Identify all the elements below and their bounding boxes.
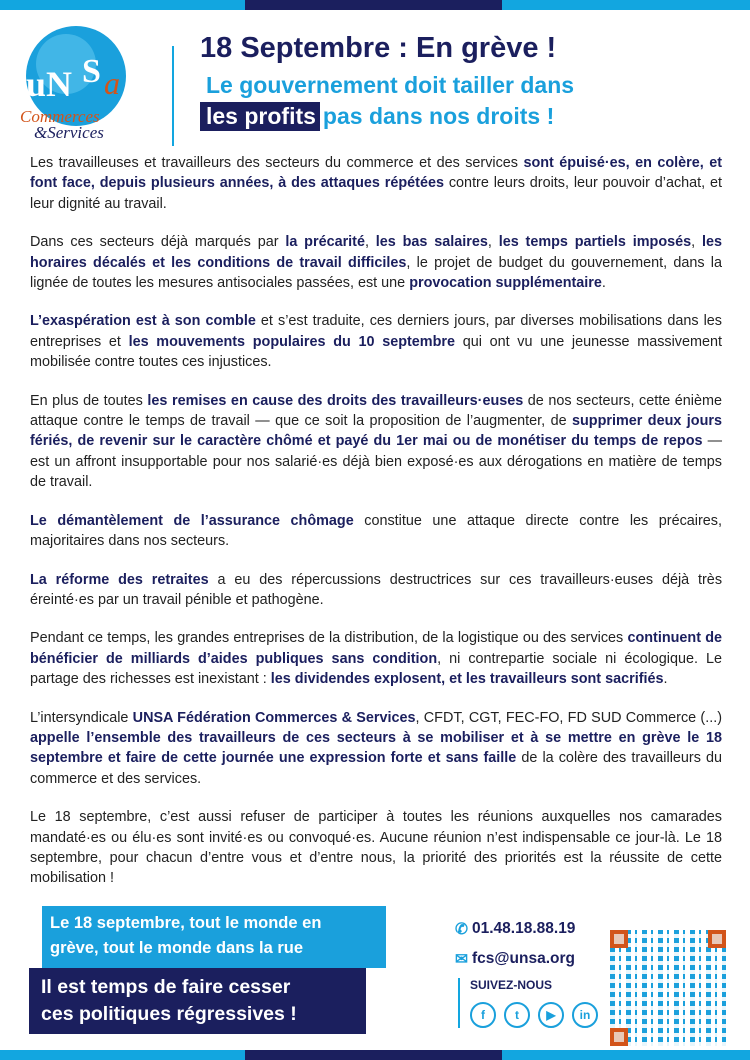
text: de nos secteurs, cette énième attaque contre le temps de travail — que ce soit la proposition de l’augmenter, de: [30, 392, 722, 430]
header-divider: [172, 46, 174, 146]
text: constitue une attaque directe contre les précaires, majoritaires dans nos secteurs.: [30, 512, 722, 550]
callout-line: grève, tout le monde dans la rue: [50, 939, 304, 957]
text: Dans ces secteurs déjà marqués par: [30, 234, 286, 251]
subtitle-rest: pas dans nos droits !: [322, 103, 555, 129]
svg-text:Commerces: Commerces: [20, 107, 100, 126]
callout-line: Il est temps de faire cesser: [41, 976, 291, 998]
unsa-logo: [18, 24, 136, 144]
svg-text:uN: uN: [26, 64, 73, 104]
text: , le projet de budget du gouvernement, dans la lignée de toutes les mesures antisociales passées, est une: [30, 254, 722, 292]
text: ,: [364, 234, 376, 251]
emphasis-text: La réforme des retraites: [30, 571, 209, 588]
contact-info: [455, 918, 575, 978]
emphasis-text: les mouvements populaires du 10 septembre: [128, 333, 455, 350]
social-section: [458, 978, 598, 1028]
text: L’intersyndicale: [30, 709, 133, 726]
emphasis-text: Le démantèlement de l’assurance chômage: [30, 512, 354, 529]
emphasis-text: UNSA Fédération Commerces & Services: [132, 709, 416, 726]
emphasis-text: L’exaspération est à son comble: [30, 313, 256, 330]
text: a eu des répercussions destructrices sur ces travailleurs·euses déjà très éreinté·es par un travail pénible et pathogène.: [30, 571, 723, 608]
text: .: [663, 671, 668, 688]
text: , CFDT, CGT, FEC-FO, FD SUD Commerce (...): [415, 709, 722, 726]
article-body: [30, 153, 722, 889]
text: qui ont vu une jeunesse massivement mobilisée contre toutes ces injustices.: [30, 333, 722, 371]
facebook-icon[interactable]: f: [470, 1002, 496, 1028]
paragraph: [30, 153, 722, 214]
text: ,: [691, 234, 702, 251]
callout-strike: [42, 906, 386, 968]
text: contre leurs droits, leur pouvoir d’achat, et leur dignité au travail.: [30, 175, 723, 212]
text: de la colère des travailleurs du commerce et des services.: [30, 750, 722, 787]
paragraph: [30, 232, 722, 293]
paragraph: [30, 391, 722, 493]
qr-corner: [610, 1028, 628, 1046]
emphasis-text: appelle l’ensemble des travailleurs de ces secteurs à se mobiliser et à se mettre en grève le 18 septembre et faire de cette journée une expression forte et sans faille: [30, 729, 722, 767]
emphasis-text: les bas salaires: [375, 234, 488, 251]
paragraph: [30, 311, 722, 372]
emphasis-text: les dividendes explosent, et les travailleurs sont sacrifiés: [270, 671, 664, 688]
emphasis-text: supprimer deux jours fériés, de revenir sur le caractère chômé et payé du 1er mai ou de monétiser du temps de repos: [30, 413, 722, 450]
qr-corner: [708, 930, 726, 948]
text: .: [601, 275, 606, 292]
text: Le 18 septembre, c’est aussi refuser de participer à toutes les réunions auxquelles nos camarades mandaté·es ou élu·es sont invité·es ou convoqué·es. Aucune réunion n’est indispensable ce jour-là. Le 18 septembre, pour chacun d’entre vous et d’entre nous, la priorité des priorités est la réussite de cette mobilisation !: [30, 809, 722, 887]
email-link[interactable]: fcs@unsa.org: [472, 950, 575, 967]
mail-icon: ✉: [455, 950, 468, 968]
emphasis-text: continuent de bénéficier de milliards d’aides publiques sans condition: [30, 630, 722, 667]
emphasis-text: les remises en cause des droits des travailleurs·euses: [147, 392, 524, 409]
linkedin-icon[interactable]: in: [572, 1002, 598, 1028]
svg-text:&Services: &Services: [34, 123, 104, 142]
text: , ni contrepartie sociale ni écologique. Le partage des richesses est inexistant :: [30, 650, 722, 688]
paragraph: [30, 628, 722, 689]
paragraph: [30, 807, 722, 889]
follow-label: SUIVEZ-NOUS: [470, 978, 553, 992]
emphasis-text: provocation supplémentaire: [409, 275, 602, 292]
qr-corner: [610, 930, 628, 948]
text: — est un affront insupportable pour nos salarié·es déjà bien exposé·es aux dérogations en matière de temps de travail.: [30, 433, 722, 491]
phone-icon: ✆: [455, 920, 468, 938]
svg-text:a: a: [104, 65, 120, 101]
page-title: 18 Septembre : En grève !: [200, 32, 557, 64]
callout-stop-policies: [29, 968, 366, 1034]
twitter-icon[interactable]: t: [504, 1002, 530, 1028]
text: Les travailleuses et travailleurs des secteurs du commerce et des services: [30, 155, 524, 171]
emphasis-text: les horaires décalés et les conditions de travail difficiles: [30, 234, 722, 271]
emphasis-text: la précarité: [285, 234, 365, 251]
emphasis-text: les temps partiels imposés: [498, 234, 692, 251]
emphasis-text: sont épuisé·es, en colère, et font face, depuis plusieurs années, à des attaques répétées: [30, 155, 722, 192]
bottom-bar: [0, 1050, 750, 1060]
text: En plus de toutes: [30, 392, 148, 409]
paragraph: [30, 511, 722, 552]
paragraph: [30, 570, 722, 611]
subtitle-line2: [200, 103, 554, 130]
text: Pendant ce temps, les grandes entreprises de la distribution, de la logistique ou des services: [30, 630, 628, 647]
subtitle-highlight: les profits: [200, 102, 320, 131]
text: ,: [487, 234, 499, 251]
text: et s’est traduite, ces derniers jours, par diverses mobilisations dans les entreprises et: [30, 313, 722, 350]
top-bar: [0, 0, 750, 10]
youtube-icon[interactable]: ▶: [538, 1002, 564, 1028]
subtitle-line1: Le gouvernement doit tailler dans: [206, 72, 575, 98]
phone-number[interactable]: 01.48.18.88.19: [472, 920, 576, 937]
paragraph: [30, 708, 722, 790]
svg-text:S: S: [82, 53, 101, 90]
callout-line: Le 18 septembre, tout le monde en: [50, 914, 322, 932]
callout-line: ces politiques régressives !: [41, 1003, 297, 1025]
